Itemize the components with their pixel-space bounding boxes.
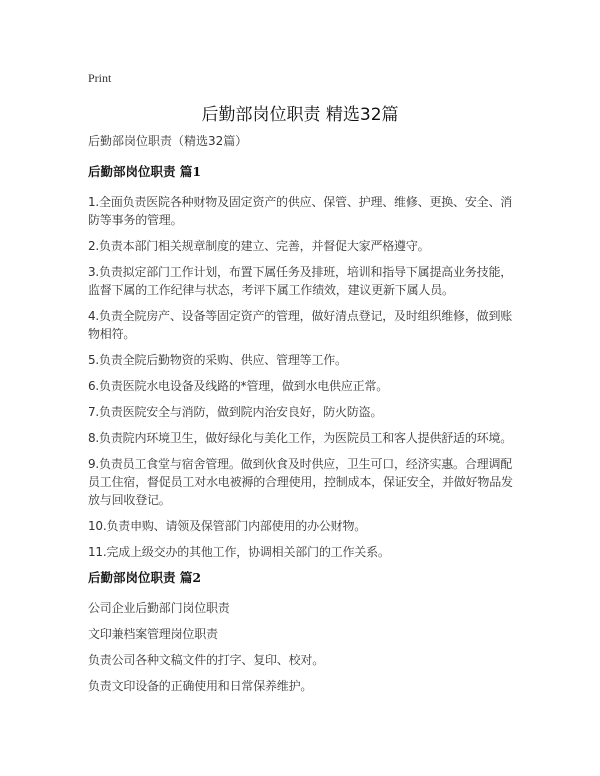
section1-item-10: 10.负责申购、请领及保管部门内部使用的办公财物。 [88, 519, 367, 533]
section2-item-4: 负责文印设备的正确使用和日常保养维护。 [88, 679, 313, 693]
section1-item-1: 1.全面负责医院各种财物及固定资产的供应、保管、护理、维修、更换、安全、消防等事务的管理。 [88, 195, 513, 227]
section-heading-2: 后勤部岗位职责 篇2 [88, 570, 202, 585]
section1-item-9: 9.负责员工食堂与宿舍管理。做到伙食及时供应，卫生可口，经济实惠。合理调配员工住宿，督促员工对水电被褥的合理使用，控制成本，保证安全，并做好物品发放与回收登记。 [88, 457, 513, 507]
section-heading-1: 后勤部岗位职责 篇1 [88, 164, 202, 179]
section2-item-2: 文印兼档案管理岗位职责 [88, 627, 218, 641]
section1-item-3: 3.负责拟定部门工作计划，布置下属任务及排班，培训和指导下属提高业务技能，监督下属的工作纪律与状态，考评下属工作绩效，建议更新下属人员。 [88, 265, 513, 297]
section1-item-8: 8.负责院内环境卫生，做好绿化与美化工作，为医院员工和客人提供舒适的环境。 [88, 431, 513, 445]
section1-item-5: 5.负责全院后勤物资的采购、供应、管理等工作。 [88, 353, 347, 367]
document-body [88, 132, 516, 703]
section1-item-6: 6.负责医院水电设备及线路的*管理，做到水电供应正常。 [88, 379, 389, 393]
document-title: 后勤部岗位职责 精选32篇 [201, 105, 399, 125]
section1-item-2: 2.负责本部门相关规章制度的建立、完善，并督促大家严格遵守。 [88, 239, 430, 253]
document-subtitle: 后勤部岗位职责（精选32篇） [88, 134, 248, 148]
section1-item-7: 7.负责医院安全与消防，做到院内治安良好，防火防盗。 [88, 405, 383, 419]
section2-item-1: 公司企业后勤部门岗位职责 [88, 601, 230, 615]
print-link[interactable]: Print [88, 71, 112, 85]
section1-item-11: 11.完成上级交办的其他工作，协调相关部门的工作关系。 [88, 545, 390, 559]
section1-item-4: 4.负责全院房产、设备等固定资产的管理，做好清点登记，及时组织维修，做到账物相符。 [88, 309, 513, 341]
section2-item-3: 负责公司各种文稿文件的打字、复印、校对。 [88, 653, 325, 667]
